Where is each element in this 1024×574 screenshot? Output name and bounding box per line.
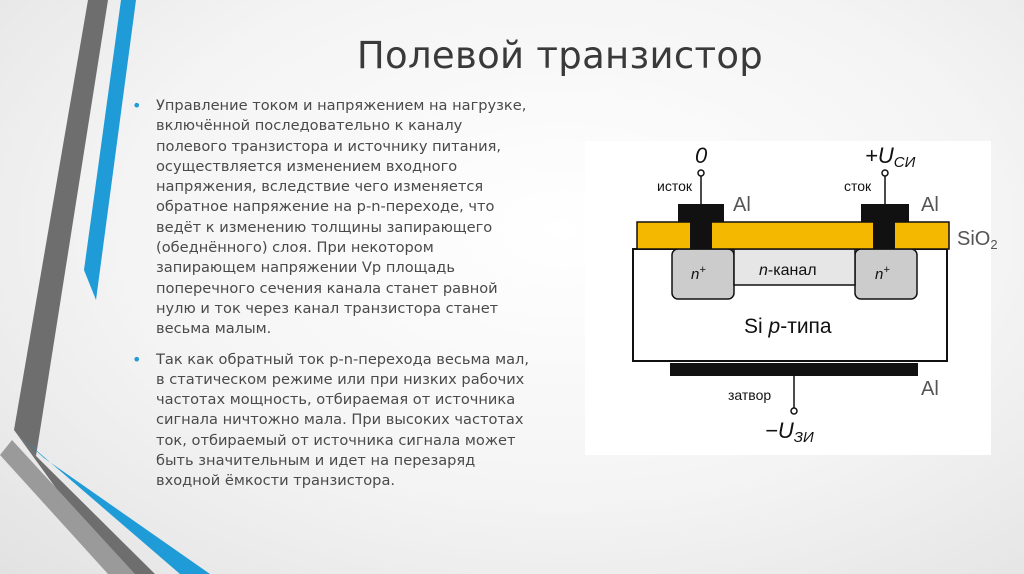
gate-contact (670, 363, 918, 376)
bullet-dot-icon: • (132, 96, 142, 115)
channel-label: n-канал (759, 262, 817, 279)
light-stripe-bottom (0, 440, 135, 574)
text-line: запирающем напряжении Vp площадь (156, 259, 456, 277)
gate-terminal (791, 408, 797, 414)
text-line: быть значительным и идет на перезаряд (156, 452, 476, 470)
slide-title: Полевой транзистор (356, 34, 764, 77)
bullet-dot-icon: • (132, 349, 142, 369)
text-line: нулю и ток через канал транзистора станет (156, 299, 499, 317)
text-line: сигнала ничтожно мала. При высоких частотах (156, 411, 524, 429)
transistor-diagram (585, 141, 998, 455)
source-contact-stem (690, 222, 712, 249)
drain-label: сток (844, 178, 872, 194)
text-line: обратное напряжение на p-n-переходе, что (156, 198, 495, 216)
text-line: ведёт к изменению толщины запирающего (156, 218, 493, 236)
oxide-label: SiO$_2$ (957, 228, 998, 252)
text-line: ток, отбираемый от источника сигнала может (156, 431, 516, 449)
source-contact (678, 204, 724, 222)
drain-contact-stem (873, 222, 895, 249)
drain-terminal (882, 170, 888, 176)
text-line: поперечного сечения канала станет равной (156, 279, 498, 297)
source-terminal (698, 170, 704, 176)
text-line: напряжения, вследствие чего изменяется (156, 178, 484, 196)
n-plus-drain-label: n+ (875, 264, 890, 283)
drain-voltage-label: +UСИ (865, 143, 916, 171)
text-line: входной ёмкости транзистора. (156, 472, 396, 490)
n-plus-source-label: n+ (691, 264, 706, 283)
text-line: частотах мощность, отбираемая от источника (156, 391, 516, 409)
gate-voltage-label: −UЗИ (765, 418, 814, 446)
transistor-diagram-svg (585, 141, 998, 455)
substrate-label: Si р-типа (744, 315, 832, 338)
source-label: исток (657, 178, 692, 194)
al-label-gate: Al (921, 378, 939, 400)
text-line: полевого транзистора и источнику питания, (156, 137, 502, 155)
text-line: осуществляется изменением входного (156, 157, 458, 175)
text-line: (обеднённого) слоя. При некотором (156, 239, 434, 257)
text-line: Управление током и напряжением на нагрузке, (156, 97, 527, 114)
al-label-drain: Al (921, 194, 939, 216)
bullet-2 (132, 350, 562, 492)
sio2-layer (637, 222, 949, 249)
text-line: Так как обратный ток p-n-перехода весьма мал, (156, 350, 529, 368)
bullet-1 (132, 96, 562, 340)
source-voltage-label: 0 (695, 143, 708, 168)
gate-label: затвор (728, 387, 772, 403)
al-label-source: Al (733, 194, 751, 216)
text-line: в статическом режиме или при низких рабочих (156, 370, 525, 388)
text-line: включённой последовательно к каналу (156, 117, 463, 135)
text-line: весьма малым. (156, 320, 272, 338)
slide-body (132, 96, 562, 502)
drain-contact (861, 204, 909, 222)
